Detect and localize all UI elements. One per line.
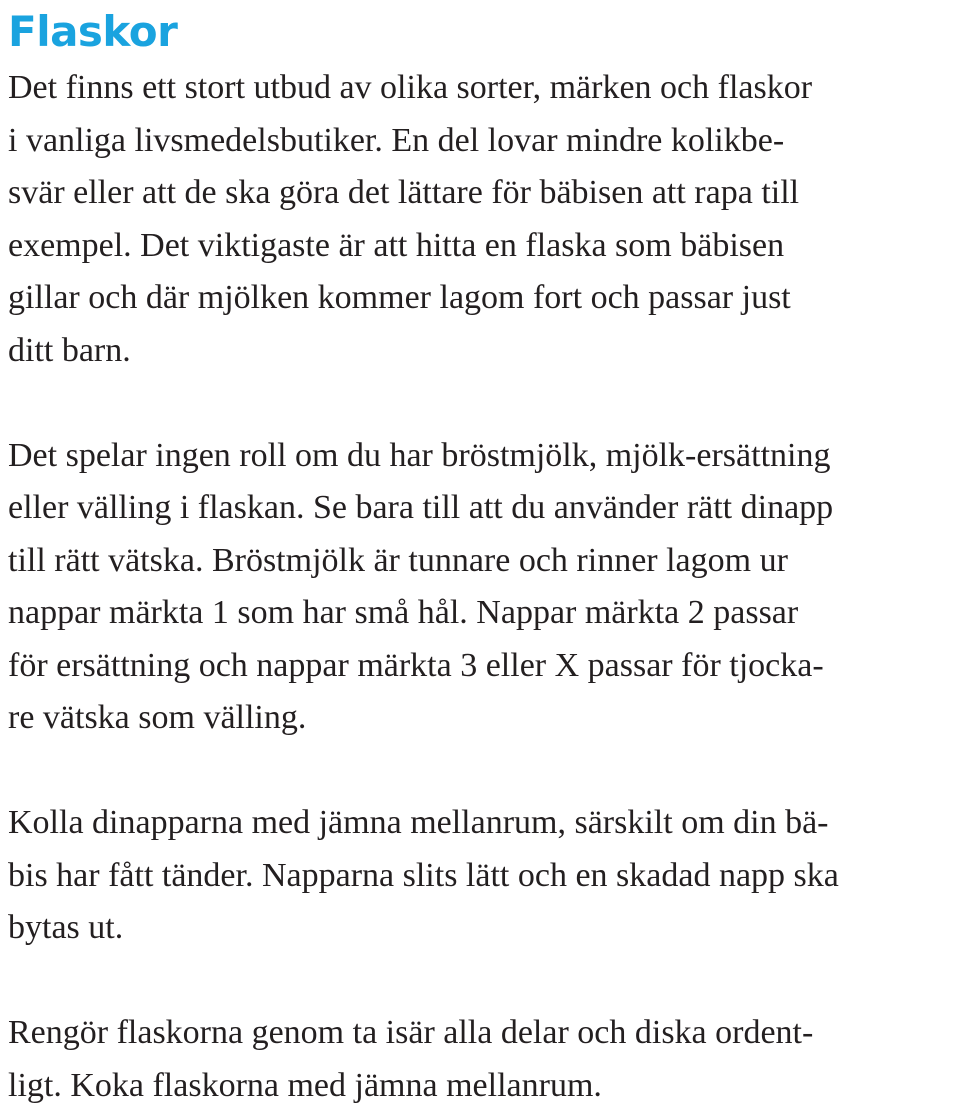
text-line: Det finns ett stort utbud av olika sorter, märken och flaskor [8,62,956,115]
text-line: Det spelar ingen roll om du har bröstmjölk, mjölk-ersättning [8,430,956,483]
paragraph-bottles-intro [8,62,956,377]
paragraph-teat-types [8,430,956,745]
text-line: Kolla dinapparna med jämna mellanrum, särskilt om din bä- [8,797,956,850]
text-line: ditt barn. [8,325,956,378]
text-line: i vanliga livsmedelsbutiker. En del lovar mindre kolikbe- [8,115,956,168]
text-line: exempel. Det viktigaste är att hitta en flaska som bäbisen [8,220,956,273]
paragraph-spacer [8,377,956,430]
paragraph-check-teats [8,797,956,955]
text-line: eller välling i flaskan. Se bara till att du använder rätt dinapp [8,482,956,535]
text-line: re vätska som välling. [8,692,956,745]
paragraph-cleaning [8,1007,956,1112]
text-line: gillar och där mjölken kommer lagom fort och passar just [8,272,956,325]
text-line: svär eller att de ska göra det lättare för bäbisen att rapa till [8,167,956,220]
page-title: Flaskor [8,0,956,62]
paragraph-spacer [8,745,956,798]
text-line: för ersättning och nappar märkta 3 eller X passar för tjocka- [8,640,956,693]
paragraph-spacer [8,955,956,1008]
text-line: bytas ut. [8,902,956,955]
body-text [8,62,956,1112]
document-page [8,0,956,1112]
text-line: Rengör flaskorna genom ta isär alla delar och diska ordent- [8,1007,956,1060]
text-line: bis har fått tänder. Napparna slits lätt och en skadad napp ska [8,850,956,903]
text-line: nappar märkta 1 som har små hål. Nappar märkta 2 passar [8,587,956,640]
text-line: ligt. Koka flaskorna med jämna mellanrum. [8,1060,956,1112]
text-line: till rätt vätska. Bröstmjölk är tunnare och rinner lagom ur [8,535,956,588]
